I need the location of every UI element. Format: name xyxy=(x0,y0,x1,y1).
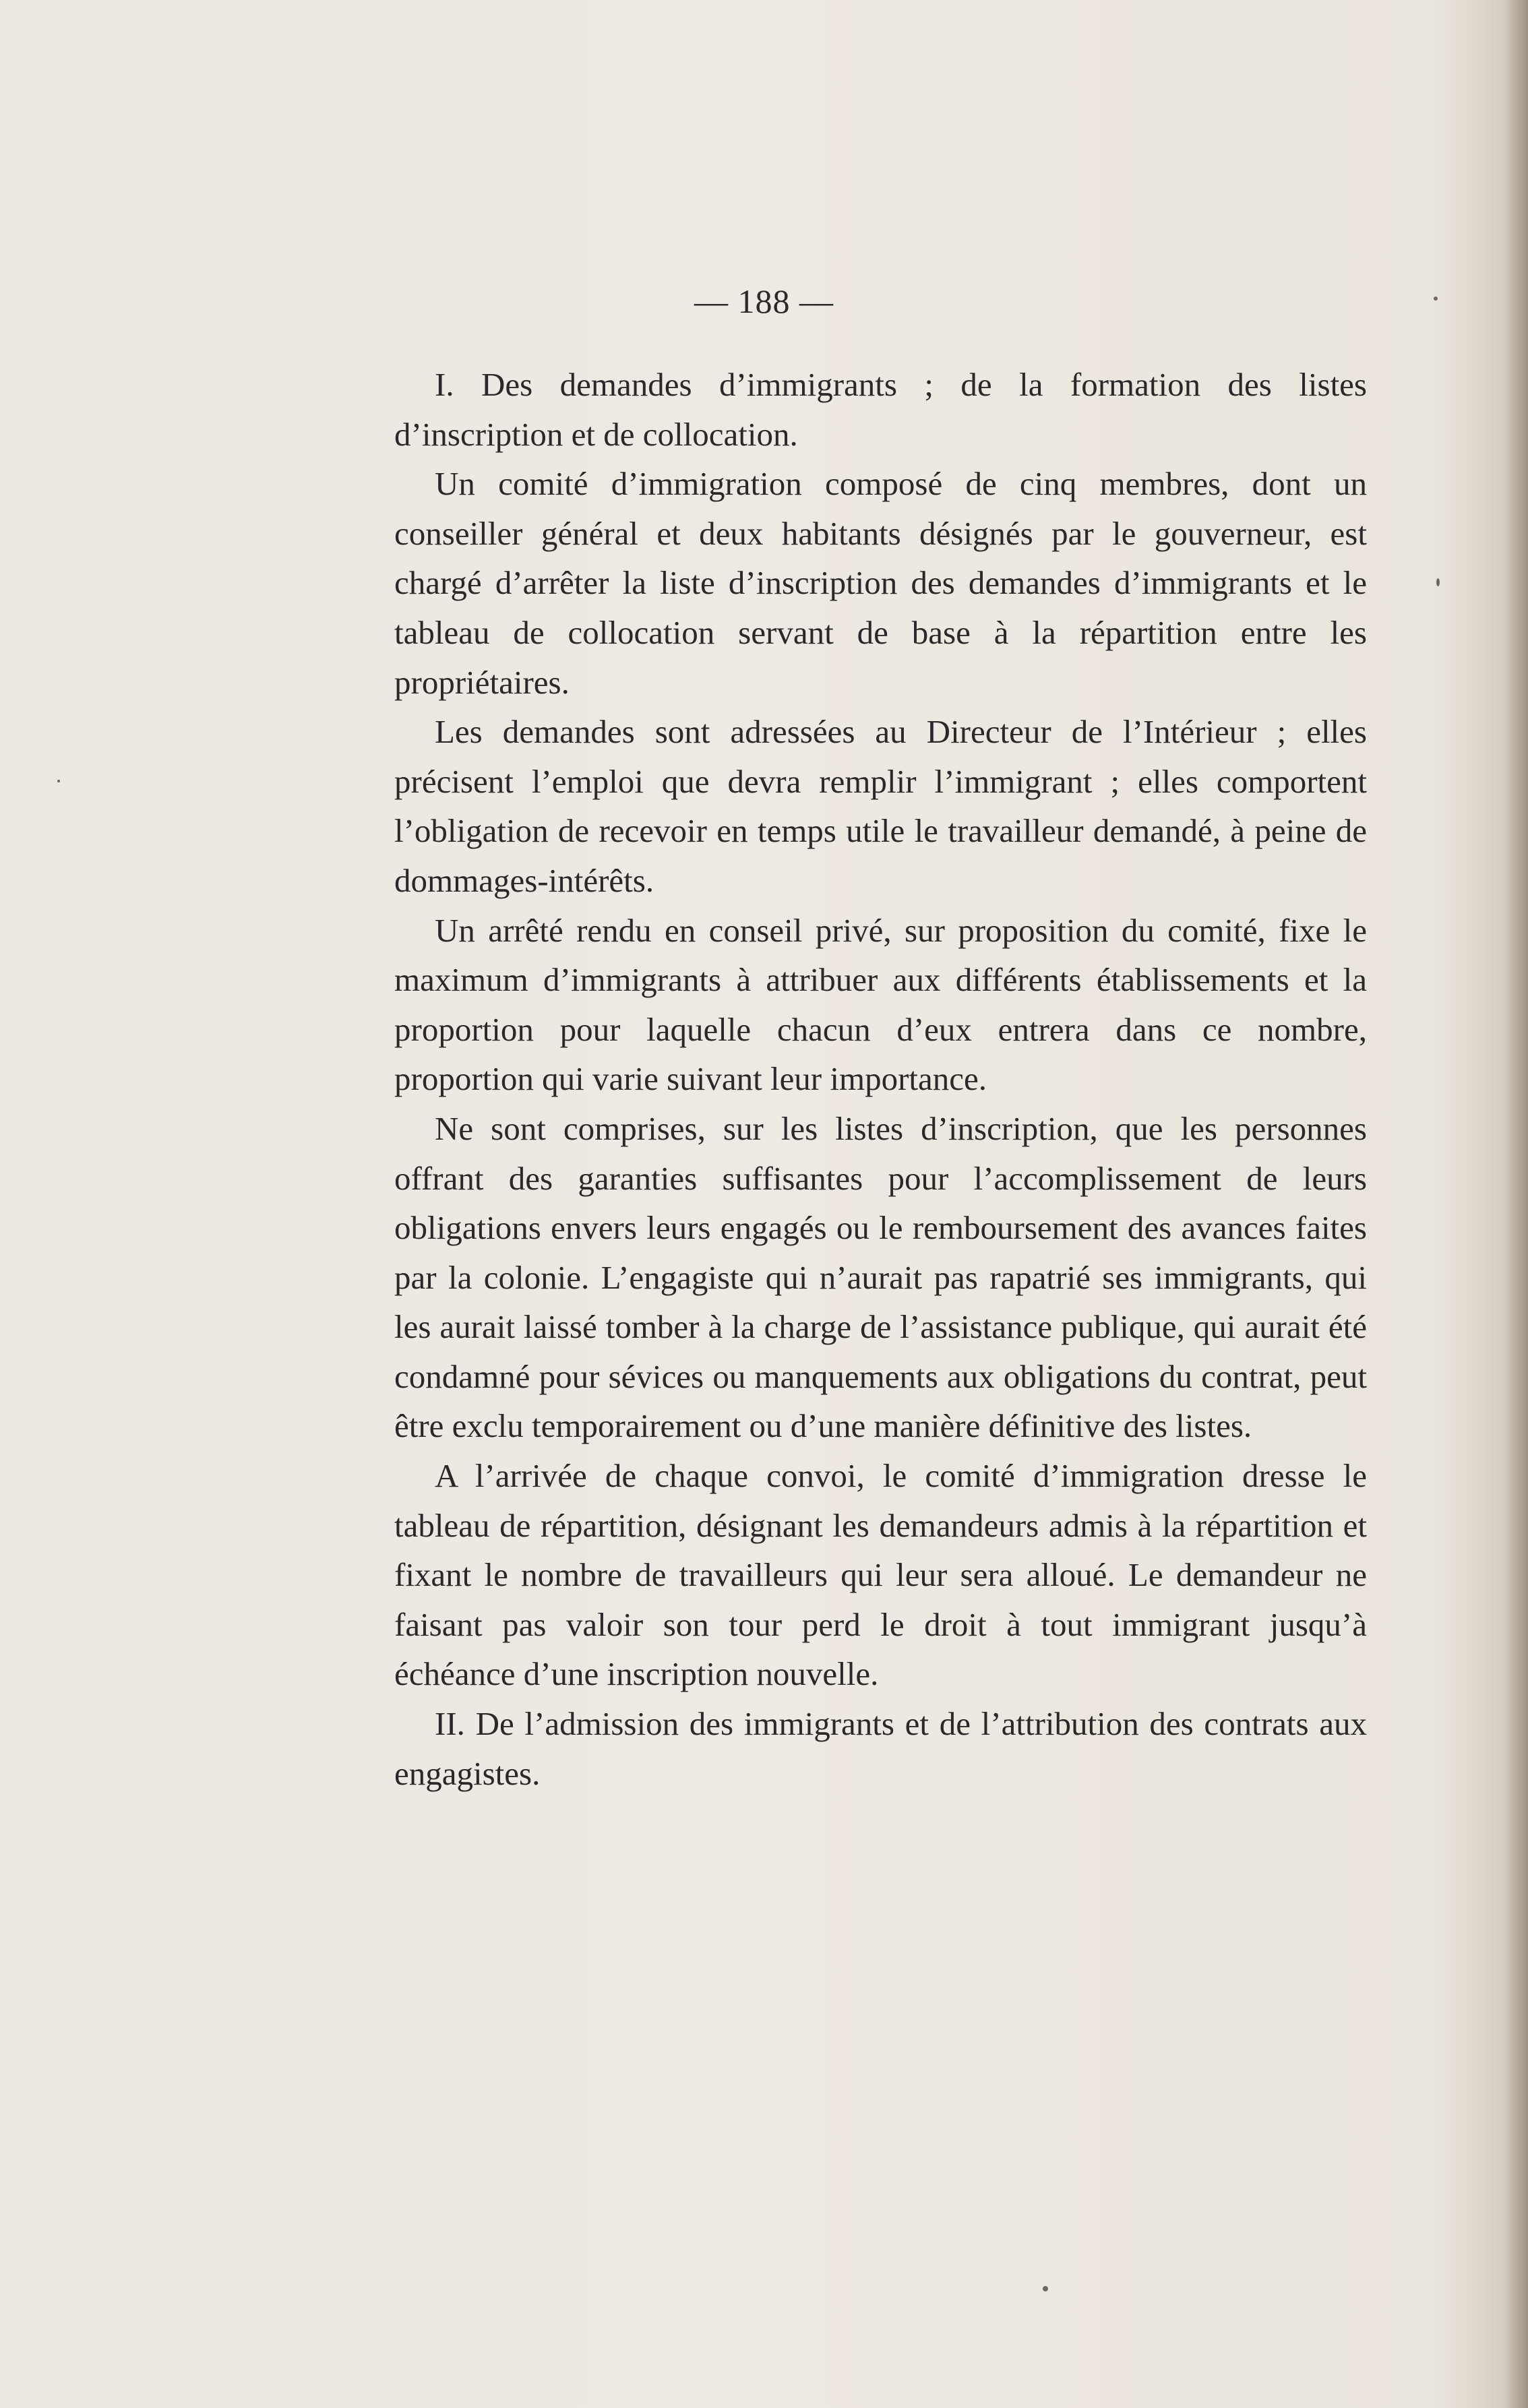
scan-speck xyxy=(57,780,60,782)
body-text xyxy=(394,360,1367,1798)
page-edge-shadow xyxy=(1505,0,1528,2408)
page-number: — 188 — xyxy=(694,282,834,320)
paragraph-listes: Ne sont comprises, sur les listes d’inscription, que les personnes offrant des garanties suffisantes pour l’accomplissement de leurs obligations envers leurs engagés ou le remboursement des avances faites par la colonie. L’engagiste qui n’aurait pas rapatrié ses immigrants, qui les aurait laissé tomber à la charge de l’assistance publique, qui aurait été condamné pour sévices ou manquements aux obligations du contrat, peut être exclu temporairement ou d’une manière définitive des listes. xyxy=(394,1109,1367,1445)
scan-speck xyxy=(1436,578,1440,586)
paragraph-comite: Un comité d’immigration composé de cinq membres, dont un conseiller général et deux habitants désignés par le gouverneur, est chargé d’arrêter la liste d’inscription des demandes d’immigrants et le tableau de collocation servant de base à la répartition entre les propriétaires. xyxy=(394,465,1367,701)
paragraph-demandes: Les demandes sont adressées au Directeur de l’Intérieur ; elles précisent l’emploi que devra remplir l’immigrant ; elles comportent l’obligation de recevoir en temps utile le travailleur demandé, à peine de dommages-intérêts. xyxy=(394,713,1367,899)
paragraph-convoi: A l’arrivée de chaque convoi, le comité d’immigration dresse le tableau de répartition, désignant les demandeurs admis à la répartition et fixant le nombre de travailleurs qui leur sera alloué. Le demandeur ne faisant pas valoir son tour perd le droit à tout immigrant jusqu’à échéance d’une inscription nouvelle. xyxy=(394,1457,1367,1693)
section-heading-1: I. Des demandes d’immigrants ; de la formation des listes d’inscription et de collocation. xyxy=(394,366,1367,453)
section-heading-2: II. De l’admission des immigrants et de l’attribution des contrats aux engagistes. xyxy=(394,1705,1367,1792)
scan-speck xyxy=(1043,2286,1048,2291)
paragraph-arrete: Un arrêté rendu en conseil privé, sur proposition du comité, fixe le maximum d’immigrants à attribuer aux différents établissements et la proportion pour laquelle chacun d’eux entrera dans ce nombre, proportion qui varie suivant leur importance. xyxy=(394,911,1367,1098)
scan-speck xyxy=(1434,297,1438,301)
